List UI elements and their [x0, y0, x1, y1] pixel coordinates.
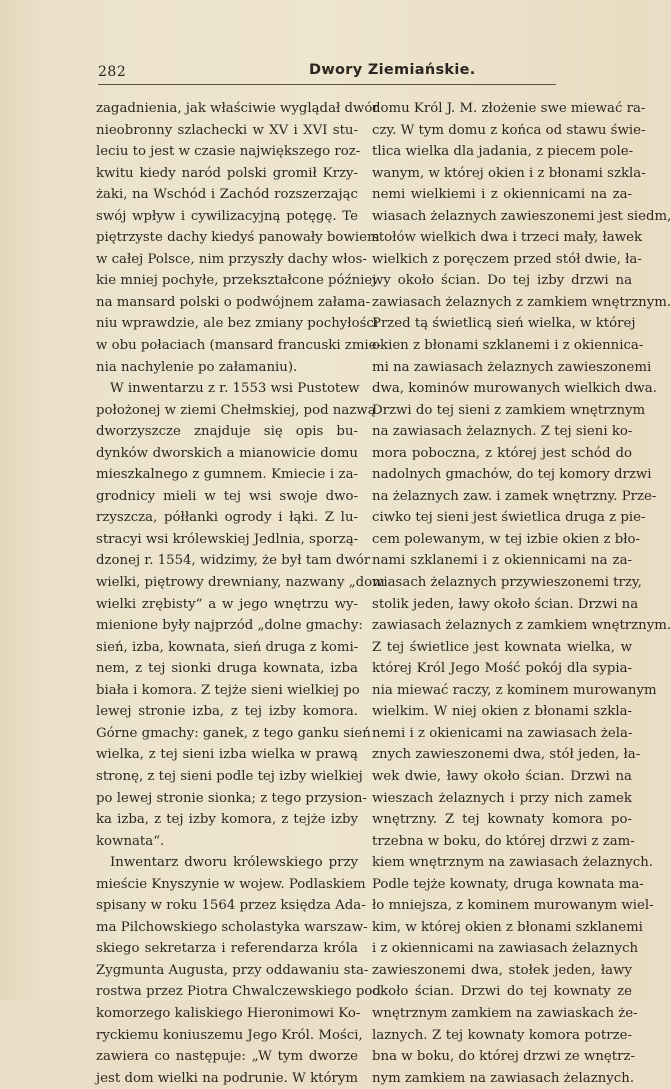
text-line: komorzego kaliskiego Hieronimowi Ko- — [96, 1005, 361, 1021]
text-line: ło mniejsza, z kominem murowanym wiel- — [372, 898, 654, 914]
text-line: stronę, z tej sieni podle tej izby wielkiej — [96, 768, 363, 784]
text-line: spisany w roku 1564 przez księdza Ada- — [96, 898, 366, 914]
text-line: czy. W tym domu z końca od stawu świe- — [372, 122, 646, 138]
page-header — [98, 62, 556, 85]
text-line: Przed tą świetlicą sień wielka, w której — [372, 316, 636, 332]
text-line: i z okiennicami na zawiasach żelaznych — [372, 941, 639, 957]
text-line: wielkich z poręczem przed stół dwie, ła- — [372, 251, 642, 267]
text-line: Zygmunta Augusta, przy oddawaniu sta- — [96, 962, 369, 978]
text-line: znych zawieszonemi dwa, stół jeden, ła- — [372, 747, 641, 763]
text-line: na mansard polski o podwójnem załama- — [96, 294, 371, 310]
text-line: kie mniej pochyłe, przekształcone później — [96, 273, 377, 289]
text-line: lewej stronie izba, z tej izby komora. — [96, 704, 358, 720]
text-line: ryckiemu koniuszemu Jego Król. Mości, — [96, 1027, 363, 1043]
text-line: niu wprawdzie, ale bez zmiany pochyłości — [96, 316, 379, 332]
text-line: wielka, z tej sieni izba wielka w prawą — [96, 747, 358, 763]
text-line: piętrzyste dachy kiedyś panowały bowiem — [96, 230, 380, 246]
text-line: zawiasach żelaznych z zamkiem wnętrznym. — [372, 294, 671, 310]
text-line: dzonej r. 1554, widzimy, że był tam dwór — [96, 553, 371, 569]
text-line: nia nachylenie po załamaniu). — [96, 359, 298, 375]
text-line: swój wpływ i cywilizacyjną potęgę. Te — [96, 208, 358, 224]
text-line: ciwko tej sieni jest świetlica druga z pie- — [372, 510, 646, 526]
text-line: kim, w której okien z błonami szklanemi — [372, 919, 643, 935]
text-line: zawieszonemi dwa, stołek jeden, ławy — [372, 962, 632, 978]
text-line: wek dwie, ławy około ścian. Drzwi na — [372, 768, 632, 784]
text-line: wieszach żelaznych i przy nich zamek — [372, 790, 632, 806]
text-line: w całej Polsce, nim przyszły dachy włos- — [96, 251, 367, 267]
text-line: dynków dworskich a mianowicie domu — [96, 445, 358, 461]
text-line: której Król Jego Mość pokój dla sypia- — [372, 661, 632, 677]
text-line: rzyszcza, półłanki ogrody i łąki. Z lu- — [96, 510, 358, 526]
text-line: bna w boku, do której drzwi ze wnętrz- — [372, 1049, 636, 1065]
text-line: wiasach żelaznych przywieszonemi trzy, — [372, 575, 642, 591]
text-line: wnętrzny. Z tej kownaty komora po- — [372, 812, 632, 828]
text-line: Górne gmachy: ganek, z tego ganku sień — [96, 725, 371, 741]
text-line: nia miewać raczy, z kominem murowanym — [372, 682, 657, 698]
text-line: około ścian. Drzwi do tej kownaty ze — [372, 984, 632, 1000]
text-line: Drzwi do tej sieni z zamkiem wnętrznym — [372, 402, 646, 418]
text-line: mieście Knyszynie w wojew. Podlaskiem — [96, 876, 366, 892]
text-line: stolik jeden, ławy około ścian. Drzwi na — [372, 596, 639, 612]
text-line: ka izba, z tej izby komora, z tejże izby — [96, 812, 358, 828]
text-line: sień, izba, kownata, sień druga z komi- — [96, 639, 359, 655]
text-line: zawiasach żelaznych z zamkiem wnętrznym. — [372, 618, 671, 634]
text-line: jest dom wielki na podrunie. W którym — [96, 1070, 358, 1086]
text-line: nemi wielkiemi i z okiennicami na za- — [372, 187, 632, 203]
text-line: domu Król J. M. złożenie swe miewać ra- — [372, 101, 646, 116]
text-line: po lewej stronie sionka; z tego przysion- — [96, 790, 367, 806]
text-line: żaki, na Wschód i Zachód rozszerzając — [96, 187, 358, 203]
text-line: mi na zawiasach żelaznych zawieszonemi — [372, 359, 652, 375]
text-line: wielki, piętrowy drewniany, nazwany „dom — [96, 575, 385, 591]
text-line: grodnicy mieli w tej wsi swoje dwo- — [96, 488, 358, 504]
text-line: dwa, kominów murowanych wielkich dwa. — [372, 381, 657, 397]
text-line: skiego sekretarza i referendarza króla — [96, 941, 358, 957]
text-line: na zawiasach żelaznych. Z tej sieni ko- — [372, 424, 633, 440]
running-title: Dwory Ziemiańskie. — [309, 62, 476, 78]
text-line: nami szklanemi i z okiennicami na za- — [372, 553, 632, 569]
left-text-column — [96, 98, 386, 1089]
text-line: wielkim. W niej okien z błonami szkla- — [372, 704, 632, 720]
text-line: nem, z tej sionki druga kownata, izba — [96, 661, 358, 677]
text-line: stołów wielkich dwa i trzeci mały, ławek — [372, 230, 643, 246]
text-line: stracyi wsi królewskiej Jedlnia, sporzą- — [96, 531, 359, 547]
text-line: W inwentarzu z r. 1553 wsi Pustotew — [110, 381, 360, 397]
text-line: ma Pilchowskiego scholastyka warszaw- — [96, 919, 368, 935]
text-line: Z tej świetlice jest kownata wielka, w — [372, 639, 632, 655]
text-line: cem polewanym, w tej izbie okien z bło- — [372, 531, 641, 547]
text-line: wiasach żelaznych zawieszonemi jest siedm, — [372, 208, 671, 224]
text-line: kiem wnętrznym na zawiasach żelaznych. — [372, 855, 654, 871]
text-line: mienione były najprzód „dolne gmachy: — [96, 618, 363, 634]
text-line: wielki zrębisty“ a w jego wnętrzu wy- — [96, 596, 358, 612]
text-line: leciu to jest w czasie największego roz- — [96, 144, 361, 160]
text-line: nieobronny szlachecki w XV i XVI stu- — [96, 122, 358, 138]
text-line: tlica wielka dla jadania, z piecem pole- — [372, 144, 634, 160]
text-line: laznych. Z tej kownaty komora potrze- — [372, 1027, 632, 1043]
text-line: mieszkalnego z gumnem. Kmiecie i za- — [96, 467, 358, 483]
text-line: nemi i z okienicami na zawiasach żela- — [372, 725, 633, 741]
text-line: zagadnienia, jak właściwie wyglądał dwór — [96, 101, 379, 116]
text-line: zawiera co następuje: „W tym dworze — [96, 1049, 358, 1065]
text-line: mora poboczna, z której jest schód do — [372, 445, 632, 461]
text-line: nym zamkiem na zawiasach żelaznych. — [372, 1070, 635, 1086]
text-line: trzebna w boku, do której drzwi z zam- — [372, 833, 635, 849]
text-line: wanym, w której okien i z błonami szkla- — [372, 165, 646, 181]
text-line: rostwa przez Piotra Chwalczewskiego pod- — [96, 984, 386, 1000]
text-line: na żelaznych zaw. i zamek wnętrzny. Prze- — [372, 488, 657, 504]
text-line: Inwentarz dworu królewskiego przy — [110, 855, 358, 871]
text-line: Podle tejże kownaty, druga kownata ma- — [372, 876, 644, 892]
text-line: wy około ścian. Do tej izby drzwi na — [372, 273, 632, 289]
text-line: dworzyszcze znajduje się opis bu- — [96, 424, 358, 440]
text-line: okien z błonami szklanemi i z okiennica- — [372, 338, 644, 354]
text-line: kownata“. — [96, 833, 165, 849]
text-line: w obu połaciach (mansard francuski zmie- — [96, 338, 382, 354]
text-line: biała i komora. Z tejże sieni wielkiej po — [96, 682, 360, 698]
right-text-column — [372, 98, 671, 1089]
text-line: położonej w ziemi Chełmskiej, pod nazwą — [96, 402, 376, 418]
text-line: kwitu kiedy naród polski gromił Krzy- — [96, 165, 358, 181]
page-number: 282 — [98, 64, 127, 80]
text-line: nadolnych gmachów, do tej komory drzwi — [372, 467, 652, 483]
text-line: wnętrznym zamkiem na zawiaskach że- — [372, 1005, 638, 1021]
